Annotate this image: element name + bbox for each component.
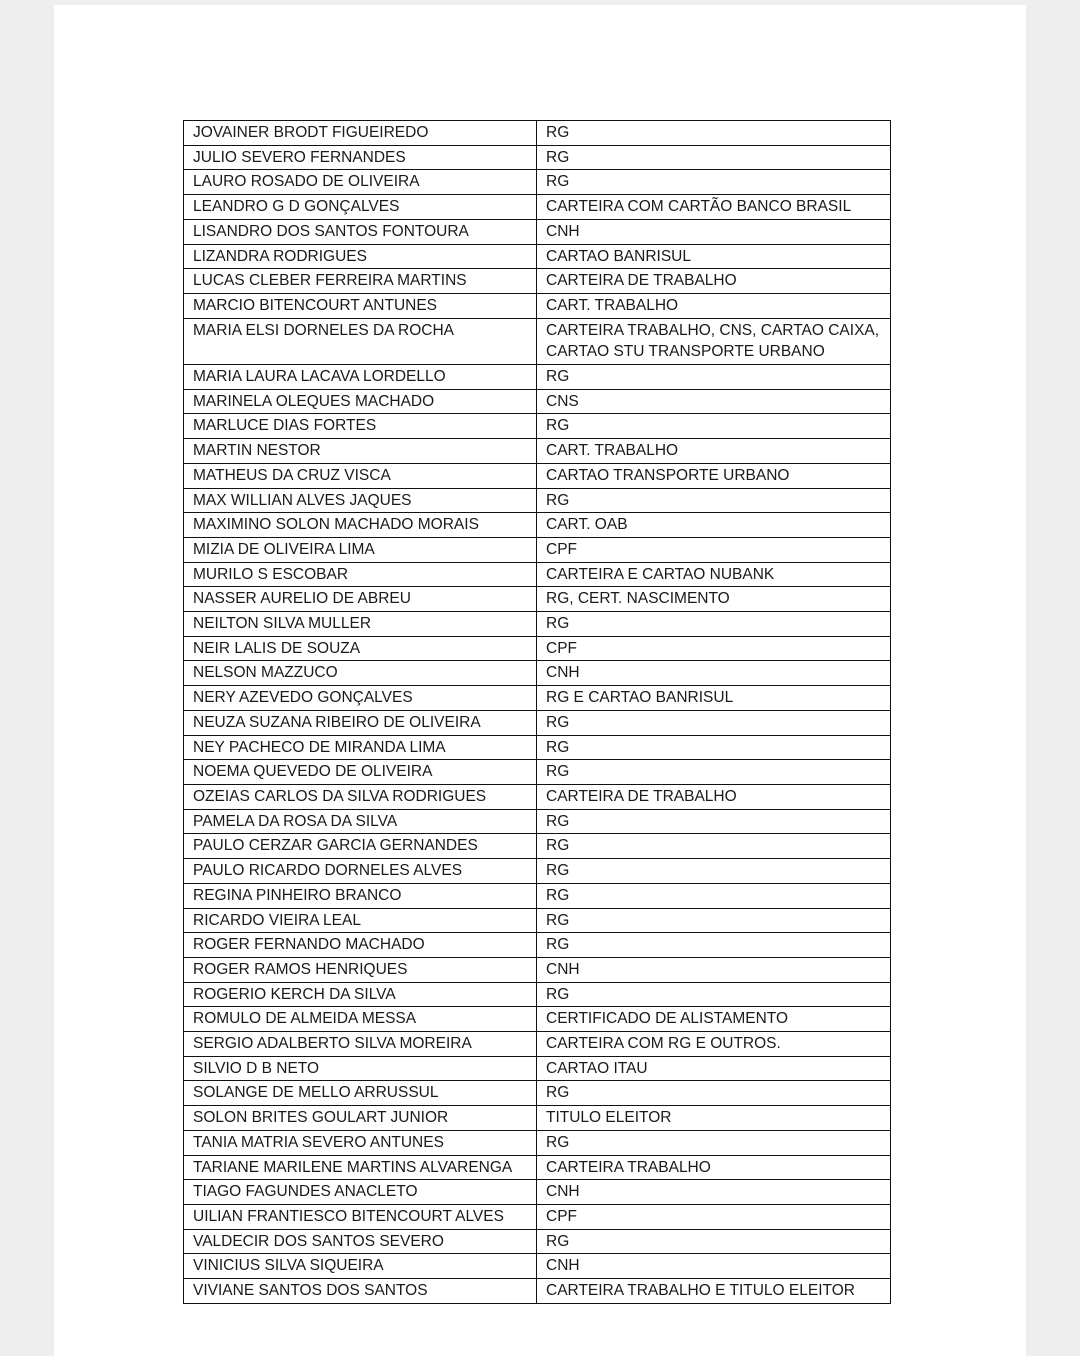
- document-type-cell: [537, 1279, 891, 1304]
- person-name-cell: [184, 365, 537, 390]
- document-type-cell: [537, 982, 891, 1007]
- person-name-cell: [184, 809, 537, 834]
- person-name: LUCAS CLEBER FERREIRA MARTINS: [193, 272, 467, 290]
- person-name-cell: [184, 463, 537, 488]
- table-row: [184, 587, 891, 612]
- document-type-cell: [537, 1081, 891, 1106]
- document-type: CARTAO STU TRANSPORTE URBANO: [546, 343, 825, 361]
- document-type-cell: [537, 957, 891, 982]
- person-name-cell: [184, 859, 537, 884]
- document-type: RG: [546, 886, 570, 904]
- person-name-cell: [184, 1106, 537, 1131]
- document-type-cell: [537, 488, 891, 513]
- table-row: [184, 710, 891, 735]
- person-name: SERGIO ADALBERTO SILVA MOREIRA: [193, 1035, 472, 1053]
- person-name-cell: [184, 933, 537, 958]
- person-name: ROGER FERNANDO MACHADO: [193, 936, 425, 954]
- document-type-cell: [537, 587, 891, 612]
- document-type: CARTEIRA TRABALHO E TITULO ELEITOR: [546, 1282, 855, 1300]
- document-type-cell: [537, 195, 891, 220]
- document-type: CARTEIRA TRABALHO: [546, 1158, 711, 1176]
- document-type: CPF: [546, 1207, 577, 1225]
- document-type: CARTAO BANRISUL: [546, 247, 691, 265]
- table-row: [184, 269, 891, 294]
- person-name: MARCIO BITENCOURT ANTUNES: [193, 296, 438, 314]
- document-type-cell: [537, 686, 891, 711]
- person-name: OZEIAS CARLOS DA SILVA RODRIGUES: [193, 787, 487, 805]
- table-row: [184, 488, 891, 513]
- document-type: CNH: [546, 1257, 580, 1275]
- table-row: [184, 982, 891, 1007]
- table-row: [184, 1155, 891, 1180]
- person-name: MATHEUS DA CRUZ VISCA: [193, 466, 391, 484]
- document-type-cell: [537, 414, 891, 439]
- table-row: [184, 933, 891, 958]
- person-name-cell: [184, 834, 537, 859]
- person-name: MARIA LAURA LACAVA LORDELLO: [193, 368, 446, 386]
- person-name: NEILTON SILVA MULLER: [193, 615, 372, 633]
- document-type: RG: [546, 812, 570, 830]
- person-name-cell: [184, 537, 537, 562]
- person-name-cell: [184, 293, 537, 318]
- person-name: MARINELA OLEQUES MACHADO: [193, 392, 435, 410]
- person-name: NASSER AURELIO DE ABREU: [193, 590, 411, 608]
- table-row: [184, 661, 891, 686]
- table-row: [184, 244, 891, 269]
- person-name: MARLUCE DIAS FORTES: [193, 417, 377, 435]
- person-name-cell: [184, 244, 537, 269]
- document-type-cell: [537, 735, 891, 760]
- person-name-cell: [184, 318, 537, 364]
- table-row: [184, 809, 891, 834]
- person-name: NEY PACHECO DE MIRANDA LIMA: [193, 738, 446, 756]
- person-name: MAXIMINO SOLON MACHADO MORAIS: [193, 516, 479, 534]
- document-type-cell: [537, 1032, 891, 1057]
- person-name-cell: [184, 513, 537, 538]
- person-name: LISANDRO DOS SANTOS FONTOURA: [193, 222, 469, 240]
- person-name-cell: [184, 439, 537, 464]
- document-type-cell: [537, 244, 891, 269]
- document-type: RG: [546, 148, 570, 166]
- document-type: TITULO ELEITOR: [546, 1109, 672, 1127]
- document-type-cell: [537, 537, 891, 562]
- table-row: [184, 1130, 891, 1155]
- document-page: [54, 5, 1026, 1356]
- table-row: [184, 170, 891, 195]
- person-name: TANIA MATRIA SEVERO ANTUNES: [193, 1133, 444, 1151]
- document-type: CARTEIRA COM CARTÃO BANCO BRASIL: [546, 198, 852, 216]
- document-type: CPF: [546, 639, 577, 657]
- document-type: CART. OAB: [546, 516, 628, 534]
- table-row: [184, 513, 891, 538]
- person-name: SOLANGE DE MELLO ARRUSSUL: [193, 1084, 439, 1102]
- document-type-cell: [537, 908, 891, 933]
- person-name-cell: [184, 908, 537, 933]
- person-name-cell: [184, 389, 537, 414]
- person-name-cell: [184, 1229, 537, 1254]
- person-name: MIZIA DE OLIVEIRA LIMA: [193, 540, 375, 558]
- document-type: RG: [546, 738, 570, 756]
- person-name-cell: [184, 170, 537, 195]
- table-row: [184, 1056, 891, 1081]
- person-name: ROMULO DE ALMEIDA MESSA: [193, 1010, 417, 1028]
- table-row: [184, 760, 891, 785]
- document-type: RG: [546, 837, 570, 855]
- document-type: RG: [546, 1232, 570, 1250]
- table-row: [184, 1007, 891, 1032]
- table-row: [184, 219, 891, 244]
- person-name: LEANDRO G D GONÇALVES: [193, 198, 400, 216]
- document-type: CART. TRABALHO: [546, 296, 679, 314]
- document-type-cell: [537, 513, 891, 538]
- table-row: [184, 834, 891, 859]
- table-row: [184, 365, 891, 390]
- person-name: MARTIN NESTOR: [193, 442, 321, 460]
- document-type: RG E CARTAO BANRISUL: [546, 689, 734, 707]
- document-type-cell: [537, 809, 891, 834]
- people-documents-table: [183, 120, 891, 1304]
- table-row: [184, 537, 891, 562]
- person-name-cell: [184, 735, 537, 760]
- person-name-cell: [184, 686, 537, 711]
- person-name-cell: [184, 1279, 537, 1304]
- table-row: [184, 1279, 891, 1304]
- document-type-cell: [537, 293, 891, 318]
- person-name: TIAGO FAGUNDES ANACLETO: [193, 1183, 418, 1201]
- document-type-cell: [537, 1180, 891, 1205]
- person-name-cell: [184, 784, 537, 809]
- table-row: [184, 883, 891, 908]
- person-name-cell: [184, 661, 537, 686]
- document-type-cell: [537, 318, 891, 364]
- person-name: JOVAINER BRODT FIGUEIREDO: [193, 124, 429, 141]
- table-row: [184, 1204, 891, 1229]
- document-type-cell: [537, 883, 891, 908]
- document-type: RG: [546, 713, 570, 731]
- table-row: [184, 859, 891, 884]
- person-name: LAURO ROSADO DE OLIVEIRA: [193, 173, 420, 191]
- person-name: LIZANDRA RODRIGUES: [193, 247, 367, 265]
- person-name-cell: [184, 488, 537, 513]
- document-type: CARTAO TRANSPORTE URBANO: [546, 466, 790, 484]
- document-type: RG: [546, 985, 570, 1003]
- table-row: [184, 908, 891, 933]
- person-name: NOEMA QUEVEDO DE OLIVEIRA: [193, 763, 433, 781]
- table-row: [184, 636, 891, 661]
- person-name: REGINA PINHEIRO BRANCO: [193, 886, 402, 904]
- table-row: [184, 318, 891, 364]
- person-name-cell: [184, 1056, 537, 1081]
- table-row: [184, 293, 891, 318]
- table-row: [184, 1254, 891, 1279]
- person-name: TARIANE MARILENE MARTINS ALVARENGA: [193, 1158, 513, 1176]
- document-type-cell: [537, 365, 891, 390]
- person-name-cell: [184, 269, 537, 294]
- person-name: VINICIUS SILVA SIQUEIRA: [193, 1257, 384, 1275]
- person-name: ROGERIO KERCH DA SILVA: [193, 985, 396, 1003]
- document-type-cell: [537, 661, 891, 686]
- document-type-cell: [537, 1056, 891, 1081]
- table-row: [184, 439, 891, 464]
- document-type-cell: [537, 784, 891, 809]
- document-type-cell: [537, 121, 891, 146]
- document-type-cell: [537, 1155, 891, 1180]
- document-type: RG: [546, 862, 570, 880]
- document-type: CNH: [546, 960, 580, 978]
- document-type-cell: [537, 562, 891, 587]
- document-type-cell: [537, 269, 891, 294]
- person-name-cell: [184, 883, 537, 908]
- document-type-cell: [537, 760, 891, 785]
- person-name-cell: [184, 1254, 537, 1279]
- person-name: PAMELA DA ROSA DA SILVA: [193, 812, 398, 830]
- table-row: [184, 686, 891, 711]
- table-row: [184, 195, 891, 220]
- person-name: JULIO SEVERO FERNANDES: [193, 148, 406, 166]
- document-type: CNH: [546, 1183, 580, 1201]
- document-type: CARTEIRA E CARTAO NUBANK: [546, 565, 775, 583]
- table-row: [184, 463, 891, 488]
- table-row: [184, 1229, 891, 1254]
- person-name-cell: [184, 1032, 537, 1057]
- document-type: RG: [546, 173, 570, 191]
- person-name: MURILO S ESCOBAR: [193, 565, 349, 583]
- document-type: RG: [546, 763, 570, 781]
- document-type: RG: [546, 615, 570, 633]
- document-type: RG: [546, 417, 570, 435]
- table-row: [184, 121, 891, 146]
- document-type-cell: [537, 389, 891, 414]
- person-name: SOLON BRITES GOULART JUNIOR: [193, 1109, 449, 1127]
- document-type: RG: [546, 1084, 570, 1102]
- document-type: RG, CERT. NASCIMENTO: [546, 590, 730, 608]
- person-name: RICARDO VIEIRA LEAL: [193, 911, 361, 929]
- document-type-cell: [537, 612, 891, 637]
- person-name: NEUZA SUZANA RIBEIRO DE OLIVEIRA: [193, 713, 481, 731]
- table-body: [184, 121, 891, 1304]
- person-name: PAULO CERZAR GARCIA GERNANDES: [193, 837, 478, 855]
- table-row: [184, 145, 891, 170]
- person-name: VALDECIR DOS SANTOS SEVERO: [193, 1232, 444, 1250]
- document-type: RG: [546, 124, 570, 141]
- document-type-cell: [537, 1254, 891, 1279]
- person-name-cell: [184, 1130, 537, 1155]
- document-type: CERTIFICADO DE ALISTAMENTO: [546, 1010, 789, 1028]
- person-name: PAULO RICARDO DORNELES ALVES: [193, 862, 463, 880]
- document-type: CART. TRABALHO: [546, 442, 679, 460]
- document-type: CPF: [546, 540, 577, 558]
- person-name-cell: [184, 1007, 537, 1032]
- person-name-cell: [184, 1204, 537, 1229]
- table-row: [184, 1106, 891, 1131]
- document-type-cell: [537, 145, 891, 170]
- table-row: [184, 1032, 891, 1057]
- table-row: [184, 957, 891, 982]
- person-name-cell: [184, 587, 537, 612]
- person-name: NEIR LALIS DE SOUZA: [193, 639, 361, 657]
- person-name-cell: [184, 760, 537, 785]
- document-type: CNH: [546, 222, 580, 240]
- person-name-cell: [184, 710, 537, 735]
- table-row: [184, 1081, 891, 1106]
- document-type: RG: [546, 1133, 570, 1151]
- person-name-cell: [184, 562, 537, 587]
- table-row: [184, 414, 891, 439]
- document-type: CARTEIRA TRABALHO, CNS, CARTAO CAIXA,: [546, 321, 880, 339]
- person-name-cell: [184, 957, 537, 982]
- person-name-cell: [184, 414, 537, 439]
- document-type: CNS: [546, 392, 579, 410]
- document-type-cell: [537, 1007, 891, 1032]
- person-name: SILVIO D B NETO: [193, 1059, 320, 1077]
- table-row: [184, 1180, 891, 1205]
- person-name-cell: [184, 145, 537, 170]
- document-type-cell: [537, 439, 891, 464]
- table-row: [184, 389, 891, 414]
- person-name-cell: [184, 636, 537, 661]
- table-row: [184, 612, 891, 637]
- document-type-cell: [537, 1130, 891, 1155]
- person-name-cell: [184, 1155, 537, 1180]
- person-name-cell: [184, 982, 537, 1007]
- person-name-cell: [184, 195, 537, 220]
- document-type-cell: [537, 219, 891, 244]
- person-name: NELSON MAZZUCO: [193, 664, 338, 682]
- person-name: UILIAN FRANTIESCO BITENCOURT ALVES: [193, 1207, 504, 1225]
- document-type: CARTEIRA COM RG E OUTROS.: [546, 1035, 781, 1053]
- document-type-cell: [537, 834, 891, 859]
- document-type-cell: [537, 710, 891, 735]
- document-type-cell: [537, 859, 891, 884]
- person-name-cell: [184, 612, 537, 637]
- person-name: VIVIANE SANTOS DOS SANTOS: [193, 1282, 428, 1300]
- table-row: [184, 735, 891, 760]
- document-type: CARTEIRA DE TRABALHO: [546, 787, 737, 805]
- table-row: [184, 562, 891, 587]
- document-type-cell: [537, 463, 891, 488]
- document-type: RG: [546, 911, 570, 929]
- person-name: MARIA ELSI DORNELES DA ROCHA: [193, 321, 454, 339]
- person-name: ROGER RAMOS HENRIQUES: [193, 960, 408, 978]
- person-name-cell: [184, 1180, 537, 1205]
- table-row: [184, 784, 891, 809]
- person-name-cell: [184, 219, 537, 244]
- document-type-cell: [537, 636, 891, 661]
- document-type-cell: [537, 1204, 891, 1229]
- document-type-cell: [537, 1229, 891, 1254]
- person-name: NERY AZEVEDO GONÇALVES: [193, 689, 413, 707]
- document-type: RG: [546, 491, 570, 509]
- document-type: CARTEIRA DE TRABALHO: [546, 272, 737, 290]
- document-type-cell: [537, 1106, 891, 1131]
- document-type: RG: [546, 936, 570, 954]
- document-type-cell: [537, 170, 891, 195]
- person-name-cell: [184, 121, 537, 146]
- document-type: CARTAO ITAU: [546, 1059, 648, 1077]
- person-name: MAX WILLIAN ALVES JAQUES: [193, 491, 412, 509]
- document-type-cell: [537, 933, 891, 958]
- document-type: RG: [546, 368, 570, 386]
- document-type: CNH: [546, 664, 580, 682]
- person-name-cell: [184, 1081, 537, 1106]
